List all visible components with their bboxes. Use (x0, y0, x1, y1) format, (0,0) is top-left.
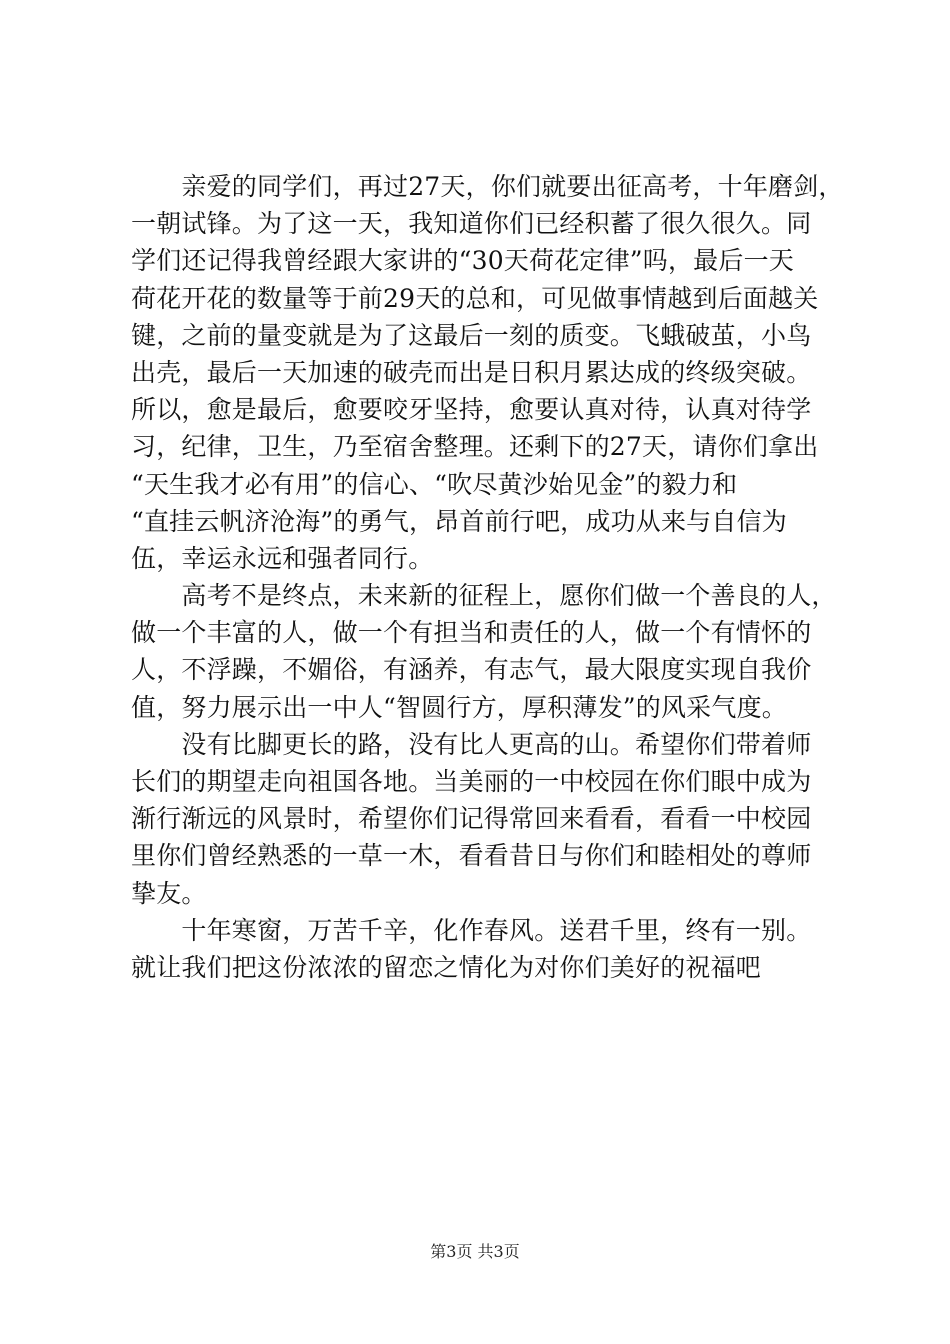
text-line: 没有比脚更长的路，没有比人更高的山。希望你们带着师 (131, 729, 812, 759)
text-line: 一朝试锋。为了这一天，我知道你们已经积蓄了很久很久。同 (131, 209, 812, 239)
text-line: 出壳，最后一天加速的破壳而出是日积月累达成的终级突破。 (131, 357, 812, 387)
text-line: 伍，幸运永远和强者同行。 (131, 543, 434, 573)
text-line: 人，不浮躁，不媚俗，有涵养，有志气，最大限度实现自我价 (131, 655, 812, 685)
text-line: 就让我们把这份浓浓的留恋之情化为对你们美好的祝福吧 (131, 952, 762, 982)
text-line: 渐行渐远的风景时，希望你们记得常回来看看，看看一中校园 (131, 804, 812, 834)
text-line: 习，纪律，卫生，乃至宿舍整理。还剩下的27天，请你们拿出 (131, 432, 819, 462)
text-line: 十年寒窗，万苦千辛，化作春风。送君千里，终有一别。 (131, 915, 812, 945)
text-line: 长们的期望走向祖国各地。当美丽的一中校园在你们眼中成为 (131, 767, 812, 796)
text-line: “天生我才必有用”的信心、“吹尽黄沙始见金”的毅力和 (131, 469, 738, 499)
text-line: 学们还记得我曾经跟大家讲的“30天荷花定律”吗，最后一天 (131, 246, 794, 276)
text-line: 值，努力展示出一中人“智圆行方，厚积薄发”的风采气度。 (131, 692, 787, 722)
text-line: 挚友。 (131, 878, 207, 908)
page-number-footer: 第3页 共3页 (430, 1242, 520, 1261)
text-line: 做一个丰富的人，做一个有担当和责任的人，做一个有情怀的 (131, 618, 812, 648)
text-line: 里你们曾经熟悉的一草一木，看看昔日与你们和睦相处的尊师 (131, 841, 812, 871)
text-line: 荷花开花的数量等于前29天的总和，可见做事情越到后面越关 (131, 283, 819, 313)
text-line: 所以，愈是最后，愈要咬牙坚持，愈要认真对待，认真对待学 (131, 395, 812, 425)
text-line: 高考不是终点，未来新的征程上，愿你们做一个善良的人， (131, 581, 837, 611)
text-line: 键，之前的量变就是为了这最后一刻的质变。飞蛾破茧，小鸟 (131, 320, 812, 350)
text-line: 亲爱的同学们，再过27天，你们就要出征高考，十年磨剑， (131, 172, 844, 201)
text-line: “直挂云帆济沧海”的勇气，昂首前行吧，成功从来与自信为 (131, 506, 787, 536)
document-body (131, 168, 844, 986)
